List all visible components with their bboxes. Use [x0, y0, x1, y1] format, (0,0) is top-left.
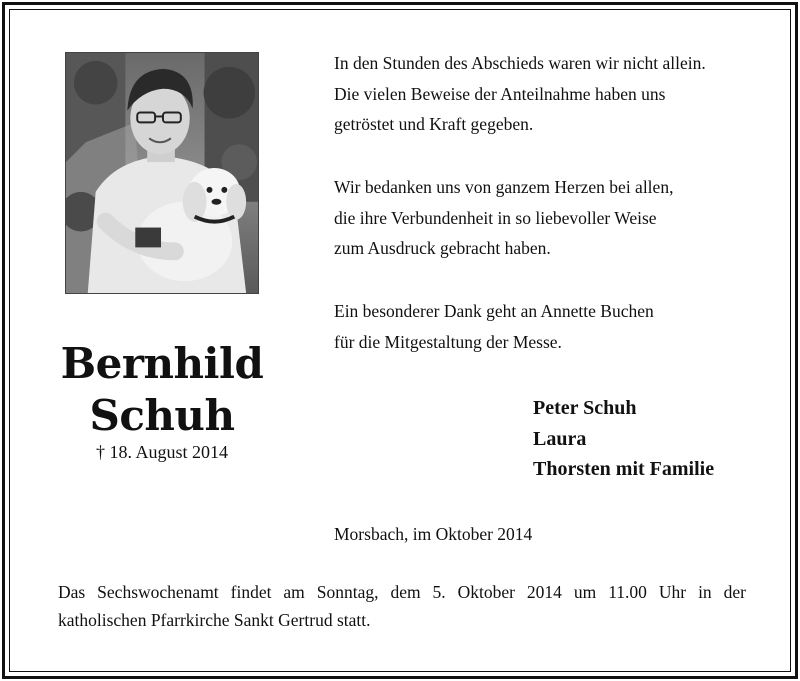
- signers: [533, 393, 773, 485]
- text-line: getröstet und Kraft gegeben.: [334, 114, 534, 134]
- text-line: Ein besonderer Dank geht an Annette Buchen: [334, 301, 654, 321]
- service-notice-line: Das Sechswochenamt findet am Sonntag, dem 5. Oktober 2014 um 11.00 Uhr in der: [58, 582, 746, 602]
- deceased-last-name: Schuh: [89, 391, 235, 440]
- signer-name: Peter Schuh: [533, 397, 637, 419]
- text-line: Wir bedanken uns von ganzem Herzen bei allen,: [334, 177, 674, 197]
- text-line: für die Mitgestaltung der Messe.: [334, 331, 562, 352]
- death-date: † 18. August 2014: [95, 442, 228, 462]
- text-line: die ihre Verbundenheit in so liebevoller Weise: [334, 207, 657, 228]
- service-notice-line: katholischen Pfarrkirche Sankt Gertrud statt.: [58, 610, 371, 630]
- signer-name: Thorsten mit Familie: [533, 458, 715, 480]
- deceased-first-name: Bernhild: [60, 339, 264, 388]
- text-line: zum Ausdruck gebracht haben.: [334, 238, 551, 258]
- signer-name: Laura: [533, 427, 587, 450]
- portrait-photo-woman-with-puppy-icon: [66, 53, 258, 293]
- thanks-paragraph-1: [334, 48, 774, 140]
- text-line: In den Stunden des Abschieds waren wir nicht allein.: [334, 53, 706, 73]
- place-and-date: Morsbach, im Oktober 2014: [334, 524, 533, 544]
- text-line: Die vielen Beweise der Anteilnahme haben uns: [334, 83, 666, 104]
- portrait-photo: [65, 52, 259, 294]
- thanks-paragraph-2: [334, 172, 774, 264]
- service-notice: [58, 578, 746, 634]
- thanks-paragraph-3: [334, 296, 774, 357]
